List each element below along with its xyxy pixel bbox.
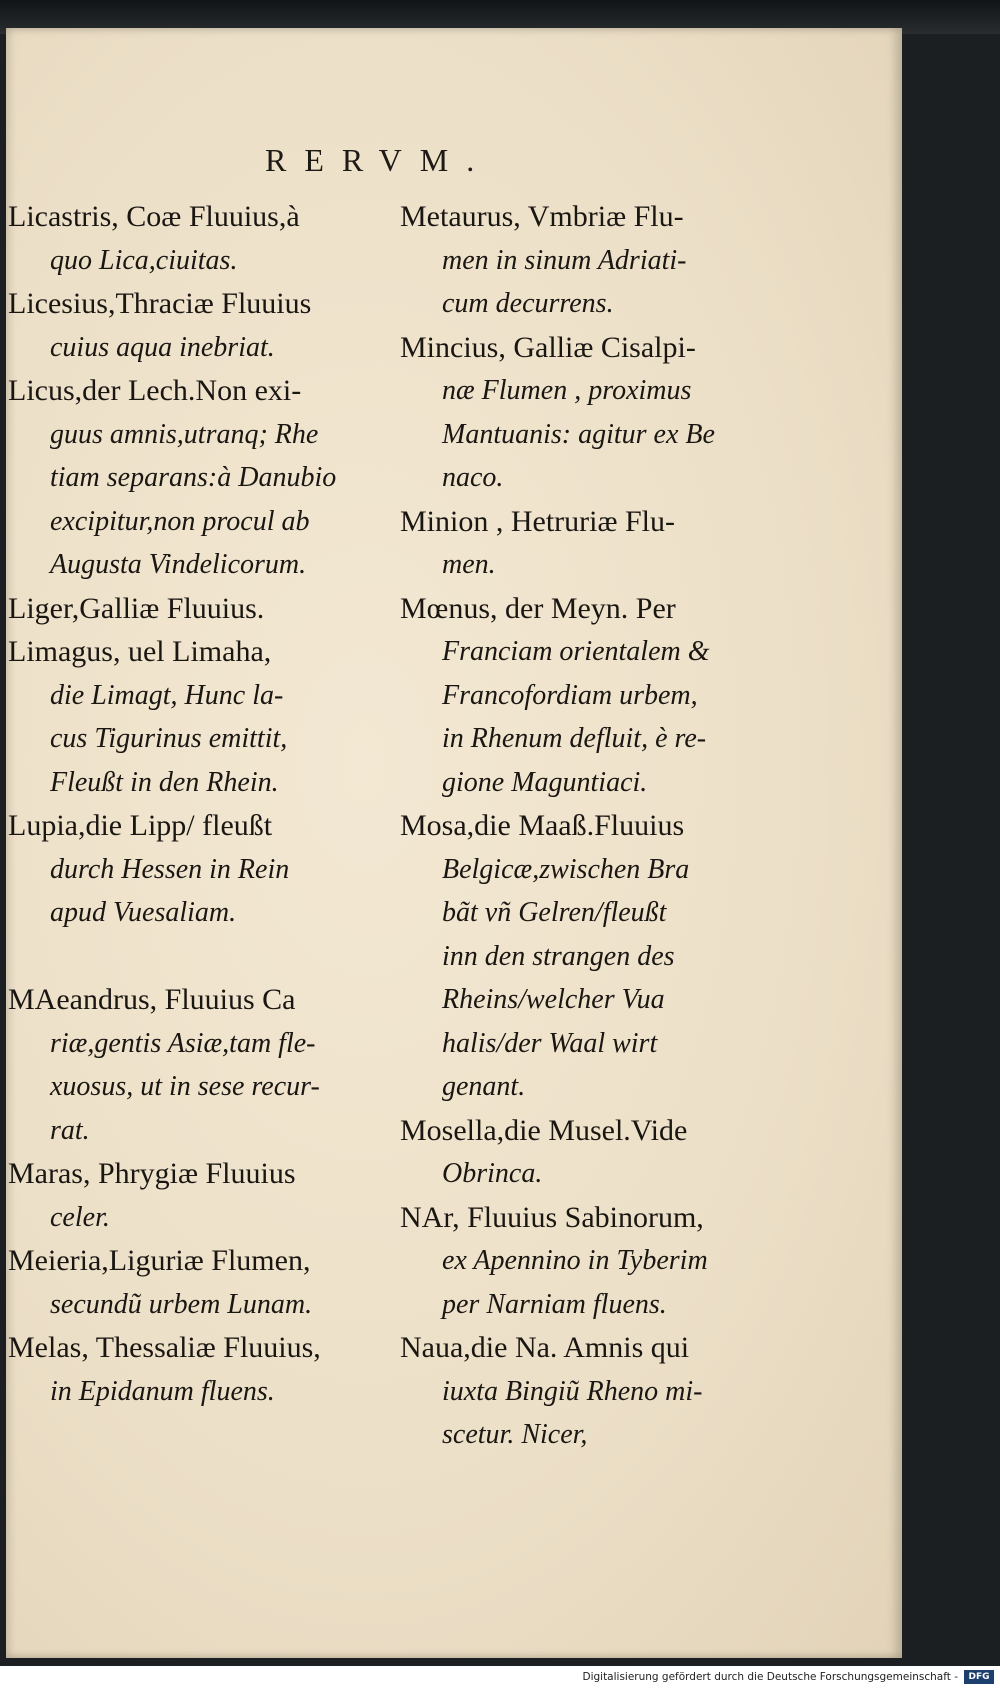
- dfg-logo: DFG: [964, 1670, 994, 1684]
- text-line: iuxta Bingiũ Rheno mi-: [442, 1375, 703, 1407]
- text-line: guus amnis,utranq; Rhe: [50, 418, 319, 450]
- text-line: xuosus, ut in sese recur-: [50, 1071, 320, 1102]
- text-line: secundũ urbem Lunam.: [50, 1288, 313, 1320]
- text-line: Licesius,Thraciæ Fluuius: [8, 287, 312, 320]
- text-line: Belgicæ,zwischen Bra: [442, 853, 690, 885]
- text-line: cuius aqua inebriat.: [50, 331, 275, 363]
- text-line: Mantuanis: agitur ex Be: [442, 418, 715, 450]
- text-line: NAr, Fluuius Sabinorum,: [400, 1200, 704, 1234]
- text-line: excipitur,non procul ab: [50, 505, 310, 537]
- text-line: Mœnus, der Meyn. Per: [400, 591, 676, 625]
- text-line: Obrinca.: [442, 1158, 543, 1189]
- text-line: riæ,gentis Asiæ,tam fle-: [50, 1027, 316, 1059]
- text-line: Meieria,Liguriæ Flumen,: [8, 1244, 311, 1277]
- text-line: die Limagt, Hunc la-: [50, 679, 284, 711]
- text-line: Metaurus, Vmbriæ Flu-: [400, 200, 684, 233]
- text-line: quo Lica,ciuitas.: [50, 244, 238, 276]
- text-line: MAeandrus, Fluuius Ca: [8, 983, 296, 1016]
- text-line: apud Vuesaliam.: [50, 897, 237, 928]
- text-line: tiam separans:à Danubio: [50, 462, 337, 493]
- text-line: cum decurrens.: [442, 288, 614, 319]
- text-line: durch Hessen in Rein: [50, 853, 290, 885]
- text-line: men.: [442, 549, 496, 580]
- text-line: cus Tigurinus emittit,: [50, 723, 288, 754]
- text-line: Augusta Vindelicorum.: [50, 549, 307, 580]
- text-line: in Epidanum fluens.: [50, 1375, 275, 1407]
- text-line: Mosa,die Maaß.Fluuius: [400, 809, 685, 842]
- text-line: halis/der Waal wirt: [442, 1027, 658, 1059]
- right-column: [400, 195, 785, 1457]
- text-line: rat.: [50, 1114, 90, 1146]
- digitization-credit: Digitalisierung gefördert durch die Deutsche Forschungsgemeinschaft -: [582, 1671, 958, 1683]
- text-line: scetur. Nicer,: [442, 1419, 588, 1450]
- text-line: Licus,der Lech.Non exi-: [8, 374, 302, 407]
- text-line: men in sinum Adriati-: [442, 244, 687, 276]
- left-column: [8, 195, 393, 1413]
- text-line: inn den strangen des: [442, 940, 675, 972]
- text-line: naco.: [442, 462, 504, 493]
- text-line: Minion , Hetruriæ Flu-: [400, 504, 675, 538]
- text-line: in Rhenum defluit, è re-: [442, 723, 707, 754]
- text-line: Limagus, uel Limaha,: [8, 635, 272, 668]
- text-line: per Narniam fluens.: [442, 1288, 667, 1320]
- footer-bar: [0, 1666, 1000, 1691]
- text-line: Liger,Galliæ Fluuius.: [8, 591, 265, 625]
- text-line: næ Flumen , proximus: [442, 375, 692, 406]
- text-line: Mosella,die Musel.Vide: [400, 1113, 688, 1147]
- text-line: genant.: [442, 1071, 526, 1102]
- text-line: Franciam orientalem &: [442, 636, 710, 667]
- text-line: Maras, Phrygiæ Fluuius: [8, 1157, 296, 1190]
- text-line: celer.: [50, 1201, 110, 1233]
- text-line: Lupia,die Lipp/ fleußt: [8, 809, 273, 842]
- text-line: Naua,die Na. Amnis qui: [400, 1331, 690, 1364]
- text-line: Mincius, Galliæ Cisalpi-: [400, 330, 696, 364]
- text-line: Licastris, Coæ Fluuius,à: [8, 200, 300, 233]
- text-line: ex Apennino in Tyberim: [442, 1245, 708, 1276]
- text-line: gione Maguntiaci.: [442, 766, 648, 798]
- text-line: Melas, Thessaliæ Fluuius,: [8, 1331, 321, 1364]
- text-line: Francofordiam urbem,: [442, 679, 698, 711]
- text-line: Rheins/welcher Vua: [442, 984, 665, 1015]
- text-line: [8, 935, 393, 979]
- text-line: bãt vñ Gelren/fleußt: [442, 897, 667, 928]
- running-head: RERVM.: [265, 142, 493, 178]
- text-line: Fleußt in den Rhein.: [50, 766, 279, 798]
